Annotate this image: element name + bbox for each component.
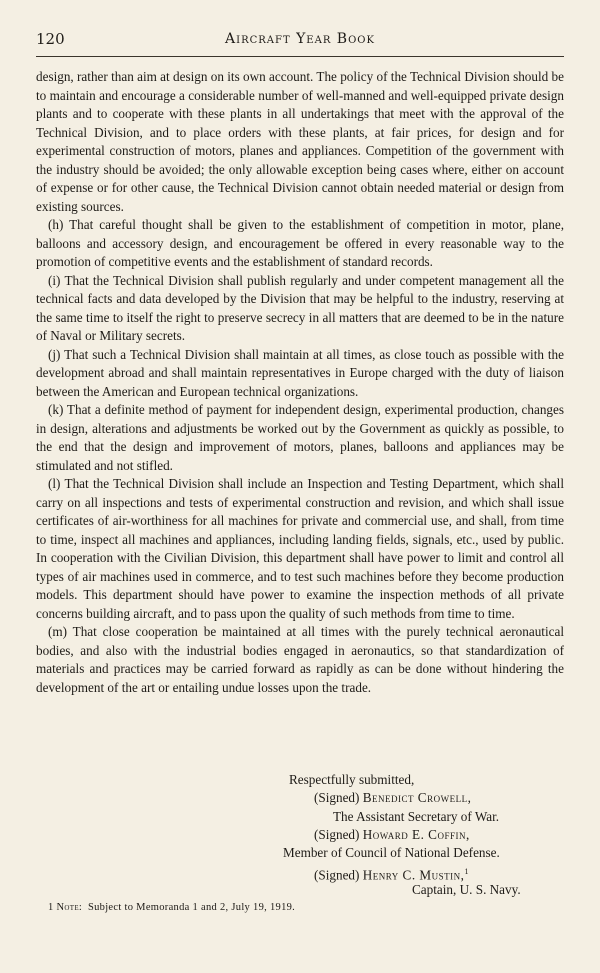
signature-line-2 [314,826,470,844]
signatory-name: Benedict Crowell, [362,790,472,805]
signatory-title: The Assistant Secretary of War. [333,809,500,824]
paragraph-k: (k) That a definite method of payment for independent design, experimental production, changes in design, alterations and adjustments be worked out by the Government as quickly as possible, to the end that the design and improvement of motors, planes, balloons and appliances may be stimulated and not stifled. [36,402,564,473]
footnote-marker: 1 [48,902,54,913]
body-text [36,68,564,697]
running-head: Aircraft Year Book [225,31,375,47]
signatory-title: Member of Council of National Defense. [283,845,500,860]
signatory-name: Howard E. Coffin, [362,827,470,842]
footnote-reference: 1 [464,867,469,876]
signatory-title: Captain, U. S. Navy. [412,882,521,897]
signatory-name: Henry C. Mustin, [362,867,465,883]
header-rule [36,56,564,57]
signed-label: (Signed) [314,867,360,883]
paragraph-h: (h) That careful thought shall be given to the establishment of competition in motor, plane, balloons and accessory design, and encouragement be offered in every reasonable way to the promotion of competitive events and the establishment of standard records. [36,217,564,269]
paragraph-m: (m) That close cooperation be maintained at all times with the purely technical aeronautical bodies, and also with the industrial bodies engaged in aeronautics, so that standardization of materials and practices may be carried forward as rapidly as can be done without hindering the development of the art or entailing undue losses upon the trade. [36,624,564,695]
paragraph-l: (l) That the Technical Division shall include an Inspection and Testing Department, which shall carry on all inspections and tests of experimental construction and revision, and which shall issue certificates of air-worthiness for all machines for private and commercial use, and shall, from time to time, inspect all machines and appliances, including landing fields, signals, etc., used by public. In cooperation with the Civilian Division, this department shall have power to limit and control all types of air machines used in commerce, and to test such machines before they become production models. This department should have power to examine the inspection methods of all private concerns building aircraft, and to pass upon the quality of such methods from time to time. [36,476,564,621]
paragraph-continuation: design, rather than aim at design on its own account. The policy of the Technical Division should be to maintain and encourage a considerable number of well-manned and well-equipped private design plants and to cooperate with these plants in all undertakings that meet with the approval of the Technical Division, and to place orders with these plants, at fair prices, for design and for experimental construction of motors, planes and appliances. Competition of the government with the industry should be avoided; the only allowable exception being cases where, either on account of expense or for other cause, the Technical Division cannot obtain needed material or design from existing sources. [36,69,564,214]
paragraph-j: (j) That such a Technical Division shall maintain at all times, as close touch as possible with the development abroad and shall maintain representatives in Europe charged with the duty of liaison between the American and European technical organizations. [36,346,564,399]
paragraph-i: (i) That the Technical Division shall publish regularly and under competent management all the technical facts and data developed by the Division that may be helpful to the industry, reserving at the same time to itself the right to preserve secrecy in all matters that are deemed to be in the nature of Naval or Military secrets. [36,272,564,343]
footnote [48,902,295,913]
salutation: Respectfully submitted, [289,772,415,787]
signature-line-1 [314,789,471,807]
signed-label: (Signed) [314,790,360,805]
signed-label: (Signed) [314,827,360,842]
page-header [36,30,564,52]
footnote-label: Note: [56,902,83,913]
footnote-text: Subject to Memoranda 1 and 2, July 19, 1919. [87,902,296,913]
page-number: 120 [36,30,65,48]
